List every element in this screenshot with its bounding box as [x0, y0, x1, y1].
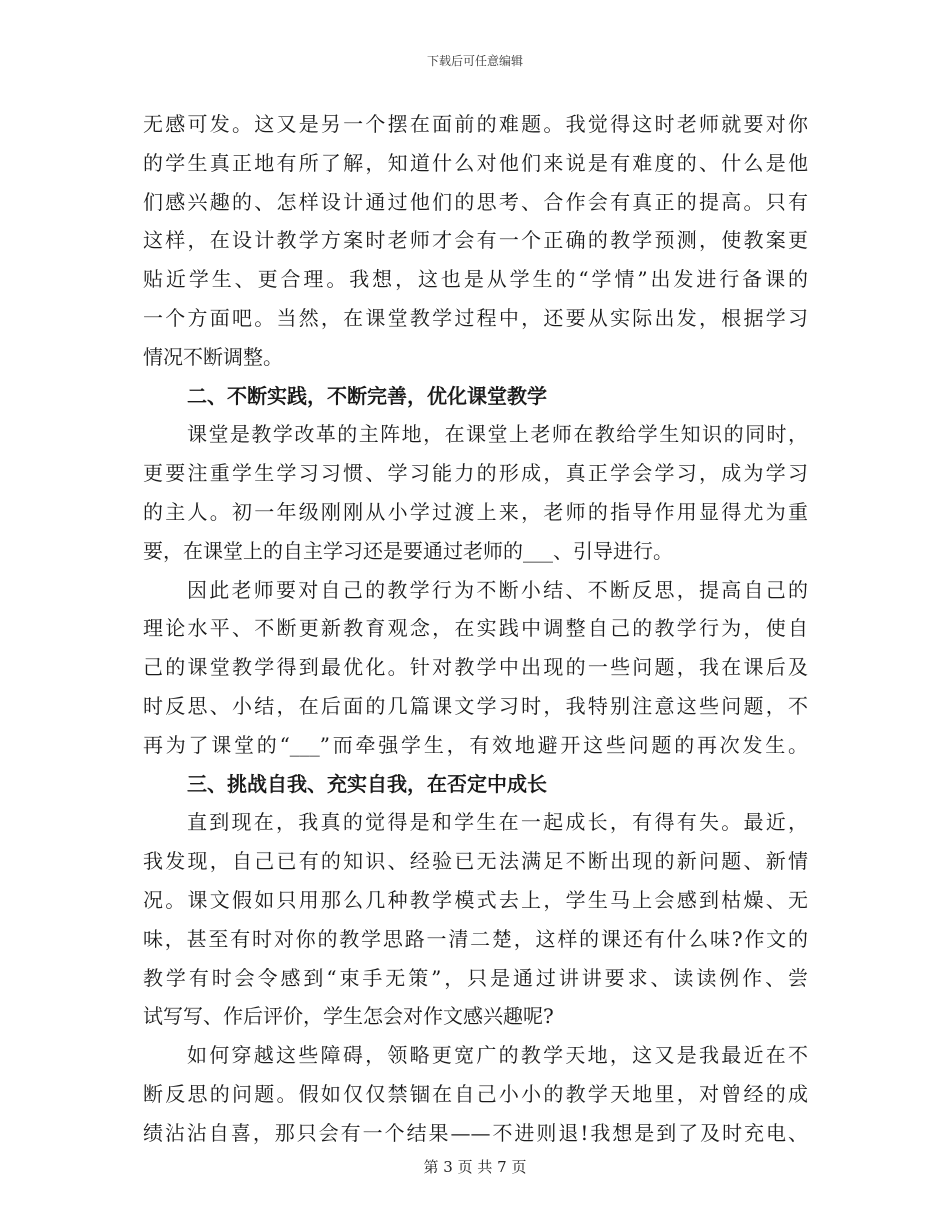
page-header: 下载后可任意编辑: [426, 54, 523, 68]
section-heading: 二、不断实践，不断完善，优化课堂教学: [187, 383, 547, 408]
paragraph-line: 要，在课堂上的自主学习还是要通过老师的___、引导进行。: [143, 538, 673, 563]
paragraph-line: 们感兴趣的、怎样设计通过他们的思考、合作会有真正的提高。只有: [143, 189, 808, 214]
paragraph-line: 贴近学生、更合理。我想，这也是从学生的“学情”出发进行备课的: [143, 267, 808, 292]
paragraph-line: 的主人。初一年级刚刚从小学过渡上来，老师的指导作用显得尤为重: [143, 499, 808, 524]
paragraph-line: 理论水平、不断更新教育观念，在实践中调整自己的教学行为，使自: [143, 616, 808, 641]
document-body: [143, 105, 808, 1153]
paragraph-line: 我发现，自己已有的知识、经验已无法满足不断出现的新问题、新情: [143, 849, 808, 874]
paragraph-line: 的学生真正地有所了解，知道什么对他们来说是有难度的、什么是他: [143, 150, 808, 175]
paragraph-line: 绩沾沾自喜，那只会有一个结果——不进则退!我想是到了及时充电、: [143, 1120, 808, 1145]
paragraph-line: 直到现在，我真的觉得是和学生在一起成长，有得有失。最近，: [187, 810, 808, 835]
paragraph-line: 情况不断调整。: [143, 344, 283, 369]
paragraph-line: 时反思、小结，在后面的几篇课文学习时，我特别注意这些问题，不: [143, 693, 808, 718]
paragraph-line: 课堂是教学改革的主阵地，在课堂上老师在教给学生知识的同时，: [187, 422, 808, 447]
paragraph-line: 因此老师要对自己的教学行为不断小结、不断反思，提高自己的: [187, 577, 808, 602]
paragraph-line: 断反思的问题。假如仅仅禁锢在自己小小的教学天地里，对曾经的成: [143, 1081, 808, 1106]
paragraph-line: 试写写、作后评价，学生怎会对作文感兴趣呢?: [143, 1004, 554, 1029]
paragraph-line: 如何穿越这些障碍，领略更宽广的教学天地，这又是我最近在不: [187, 1043, 808, 1068]
paragraph-line: 再为了课堂的“___”而牵强学生，有效地避开这些问题的再次发生。: [143, 732, 808, 757]
paragraph-line: 这样，在设计教学方案时老师才会有一个正确的教学预测，使教案更: [143, 228, 808, 253]
paragraph-line: 况。课文假如只用那么几种教学模式去上，学生马上会感到枯燥、无: [143, 887, 808, 912]
paragraph-line: 无感可发。这又是另一个摆在面前的难题。我觉得这时老师就要对你: [143, 112, 808, 136]
section-heading: 三、挑战自我、充实自我，在否定中成长: [187, 771, 547, 796]
paragraph-line: 己的课堂教学得到最优化。针对教学中出现的一些问题，我在课后及: [143, 655, 808, 680]
paragraph-line: 味，甚至有时对你的教学思路一清二楚，这样的课还有什么味?作文的: [143, 926, 808, 951]
paragraph-line: 教学有时会令感到“束手无策”，只是通过讲讲要求、读读例作、尝: [143, 965, 808, 990]
page-footer: 第 3 页 共 7 页: [423, 1158, 527, 1176]
paragraph-line: 更要注重学生学习习惯、学习能力的形成，真正学会学习，成为学习: [143, 461, 808, 486]
paragraph-line: 一个方面吧。当然，在课堂教学过程中，还要从实际出发，根据学习: [143, 305, 808, 330]
